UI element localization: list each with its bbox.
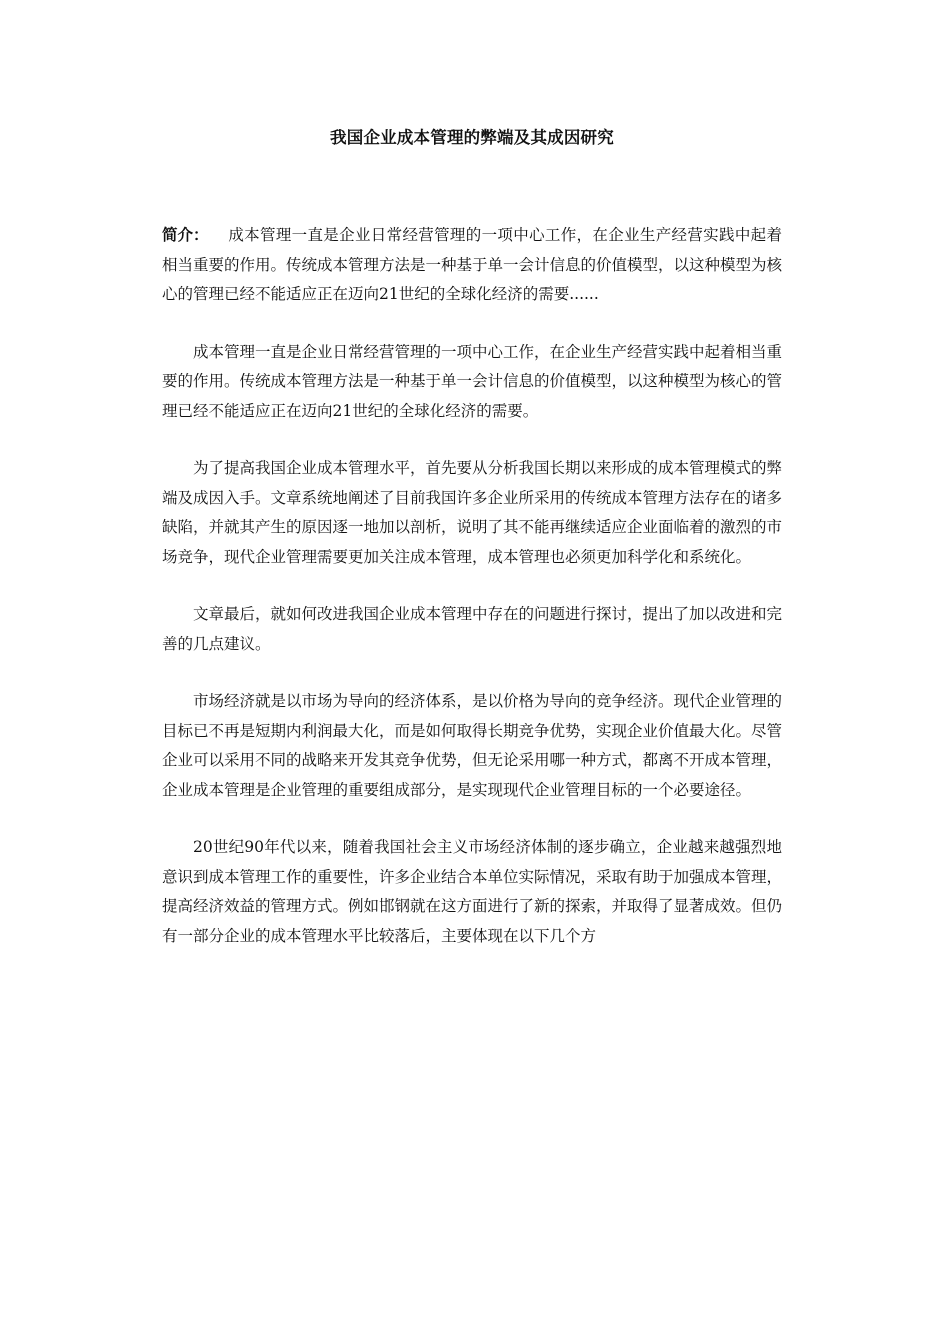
abstract-paragraph bbox=[162, 220, 782, 310]
document-body bbox=[162, 220, 782, 979]
body-paragraph-5: 20世纪90年代以来，随着我国社会主义市场经济体制的逐步确立，企业越来越强烈地意识到成本管理工作的重要性，许多企业结合本单位实际情况，采取有助于加强成本管理，提高经济效益的管理方式。例如邯钢就在这方面进行了新的探索，并取得了显著成效。但仍有一部分企业的成本管理水平比较落后，主要体现在以下几个方 bbox=[162, 838, 783, 945]
body-paragraph-4: 市场经济就是以市场为导向的经济体系，是以价格为导向的竞争经济。现代企业管理的目标已不再是短期内利润最大化，而是如何取得长期竞争优势，实现企业价值最大化。尽管企业可以采用不同的战略来开发其竞争优势，但无论采用哪一种方式，都离不开成本管理，企业成本管理是企业管理的重要组成部分，是实现现代企业管理目标的一个必要途径。 bbox=[162, 692, 783, 799]
abstract-label: 简介： bbox=[162, 225, 209, 244]
body-paragraph-2: 为了提高我国企业成本管理水平，首先要从分析我国长期以来形成的成本管理模式的弊端及成因入手。文章系统地阐述了目前我国许多企业所采用的传统成本管理方法存在的诸多缺陷，并就其产生的原因逐一地加以剖析，说明了其不能再继续适应企业面临着的激烈的市场竞争，现代企业管理需要更加关注成本管理，成本管理也必须更加科学化和系统化。 bbox=[162, 459, 783, 566]
body-paragraph-1: 成本管理一直是企业日常经营管理的一项中心工作，在企业生产经营实践中起着相当重要的作用。传统成本管理方法是一种基于单一会计信息的价值模型，以这种模型为核心的管理已经不能适应正在迈向21世纪的全球化经济的需要。 bbox=[162, 342, 783, 420]
document-title: 我国企业成本管理的弊端及其成因研究 bbox=[330, 128, 614, 147]
abstract-text: 成本管理一直是企业日常经营管理的一项中心工作，在企业生产经营实践中起着相当重要的作用。传统成本管理方法是一种基于单一会计信息的价值模型，以这种模型为核心的管理已经不能适应正在迈向21世纪的全球化经济的需要...... bbox=[162, 226, 783, 303]
body-paragraph-3: 文章最后，就如何改进我国企业成本管理中存在的问题进行探讨，提出了加以改进和完善的几点建议。 bbox=[162, 605, 783, 653]
